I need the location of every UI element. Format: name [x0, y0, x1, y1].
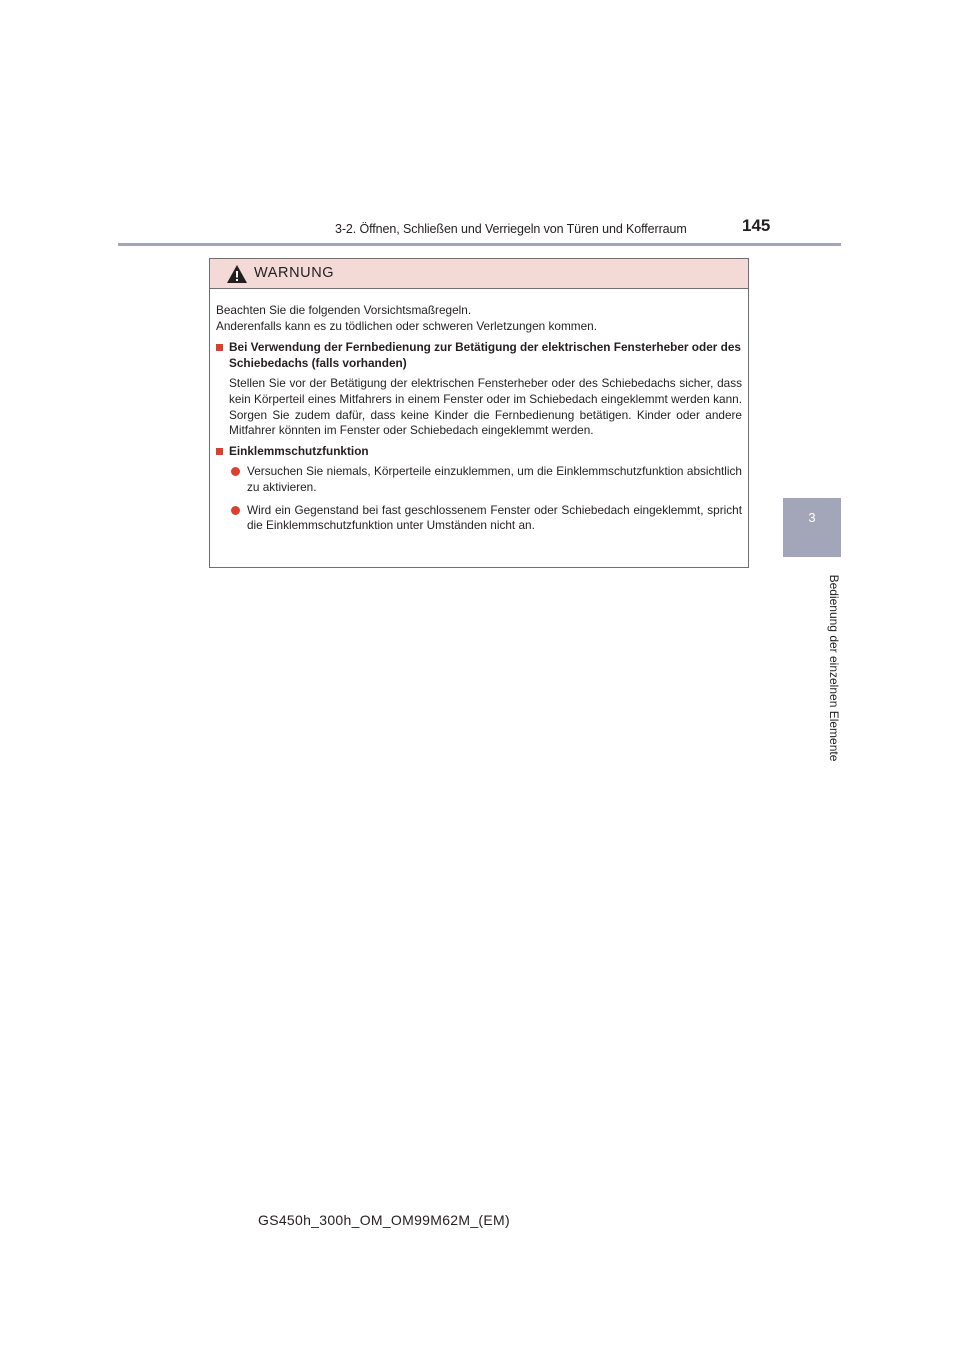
list-item-text: Versuchen Sie niemals, Körperteile einzuklemmen, um die Einklemmschutzfunktion absichtlich zu aktivieren.	[247, 464, 742, 494]
warning-header	[210, 259, 748, 289]
square-bullet-icon	[216, 448, 223, 455]
header-rule	[118, 243, 841, 246]
intro-line: Anderenfalls kann es zu tödlichen oder schweren Verletzungen kommen.	[216, 318, 598, 333]
warning-intro	[216, 303, 742, 334]
section-heading-text: Bei Verwendung der Fernbedienung zur Betätigung der elektrischen Fensterheber oder des Schiebedachs (falls vorhanden)	[229, 340, 741, 370]
warning-triangle-icon	[226, 264, 248, 284]
list-item	[216, 464, 742, 495]
chapter-tab	[783, 498, 841, 557]
warning-box	[209, 258, 749, 568]
header-title: 3-2. Öffnen, Schließen und Verriegeln von Türen und Kofferraum	[335, 222, 687, 236]
chapter-number: 3	[808, 510, 816, 525]
section-heading	[216, 340, 742, 371]
section-paragraph: Stellen Sie vor der Betätigung der elektrischen Fensterheber oder des Schiebedachs sicher, dass kein Körperteil eines Mitfahrers in einem Fenster oder im Schiebedach eingeklemmt werden kann. Sorgen Sie zudem dafür, dass keine Kinder die Fernbedienung betätigen. Kinder oder andere Mitfahrer könnten im Fenster oder Schiebedach eingeklemmt werden.	[229, 376, 742, 438]
section-heading-text: Einklemmschutzfunktion	[229, 443, 369, 458]
list-item	[216, 503, 742, 534]
list-item-text: Wird ein Gegenstand bei fast geschlossenem Fenster oder Schiebedach eingeklemmt, spricht die Einklemmschutzfunktion unter Umständen nicht an.	[247, 502, 742, 533]
intro-line: Beachten Sie die folgenden Vorsichtsmaßregeln.	[216, 303, 472, 317]
warning-body	[210, 289, 748, 534]
document-code: GS450h_300h_OM_OM99M62M_(EM)	[258, 1212, 510, 1228]
chapter-side-label: Bedienung der einzelnen Elemente	[827, 574, 841, 762]
page-number: 145	[742, 216, 771, 235]
section-heading	[216, 444, 742, 460]
warning-title: WARNUNG	[254, 265, 335, 281]
square-bullet-icon	[216, 344, 223, 351]
circle-bullet-icon	[231, 467, 240, 476]
circle-bullet-icon	[231, 506, 240, 515]
